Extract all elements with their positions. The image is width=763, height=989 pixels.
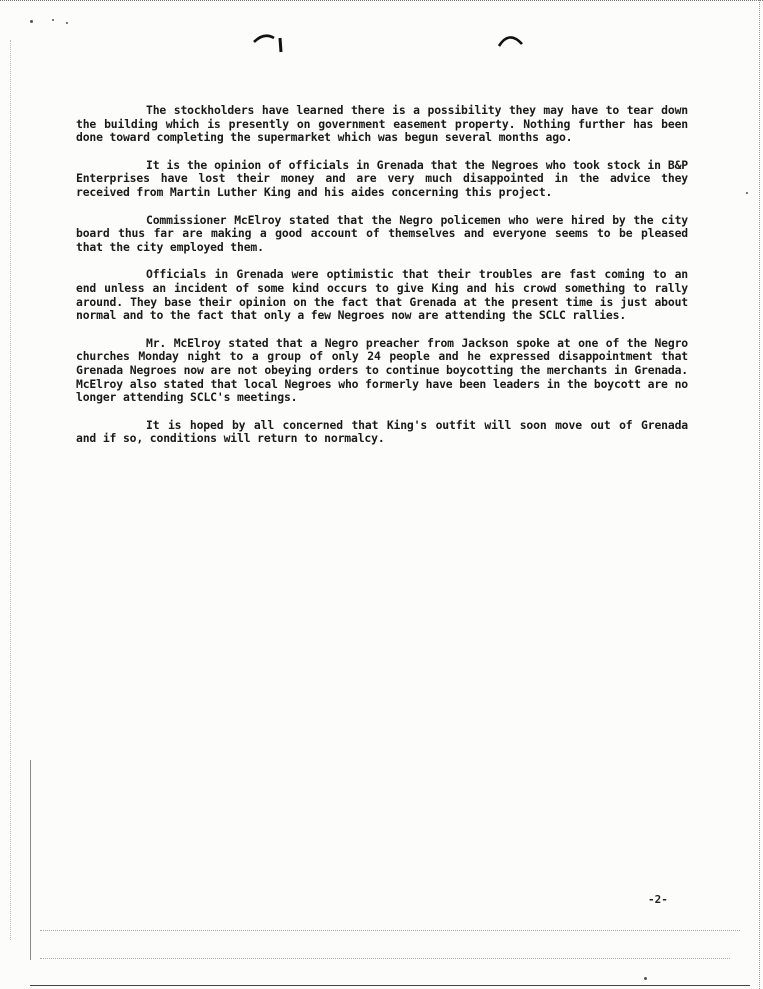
page-number: -2- <box>648 893 668 906</box>
speck-mark <box>66 22 68 24</box>
staple-mark-left <box>250 30 290 60</box>
speck-mark <box>52 19 54 21</box>
scan-noise-line <box>40 958 730 959</box>
speck-mark <box>746 192 748 194</box>
paragraph: Officials in Grenada were optimistic that their troubles are fast coming to an end unless an incident of some kind occurs to give King and his crowd something to rally around. They base their opinion on the fact that Grenada at the present time is just about normal and to the fact that only a few Negroes now are attending the SCLC rallies. <box>76 267 688 323</box>
page-left-edge <box>10 40 11 940</box>
paragraph: The stockholders have learned there is a possibility they may have to tear down the building which is presently on government easement property. Nothing further has been done toward completing the supermarket which was begun several months ago. <box>76 103 688 145</box>
speck-mark <box>644 977 647 980</box>
paragraph: It is the opinion of officials in Grenada that the Negroes who took stock in B&P Enterprises have lost their money and are very much disappointed in the advice they received from Martin Luther King and his aides concerning this project. <box>76 157 688 199</box>
speck-mark <box>30 20 33 23</box>
page-right-edge <box>759 0 760 989</box>
page-top-edge <box>0 0 763 1</box>
staple-mark-right <box>495 30 527 52</box>
paragraph: It is hoped by all concerned that King's outfit will soon move out of Grenada and if so, conditions will return to normalcy. <box>76 417 688 446</box>
paragraph: Commissioner McElroy stated that the Negro policemen who were hired by the city board thus far are making a good account of themselves and everyone seems to be pleased that the city employed them. <box>76 212 688 254</box>
paragraph: Mr. McElroy stated that a Negro preacher from Jackson spoke at one of the Negro churches Monday night to a group of only 24 people and he expressed disappointment that Grenada Negroes now are not obeying orders to continue boycotting the merchants in Grenada. McElroy also stated that local Negroes who formerly have been leaders in the boycott are no longer attending SCLC's meetings. <box>76 335 688 405</box>
scan-noise-line <box>40 930 740 931</box>
page-bottom-edge <box>30 985 750 986</box>
document-body <box>76 104 688 460</box>
left-margin-rule <box>30 760 31 960</box>
